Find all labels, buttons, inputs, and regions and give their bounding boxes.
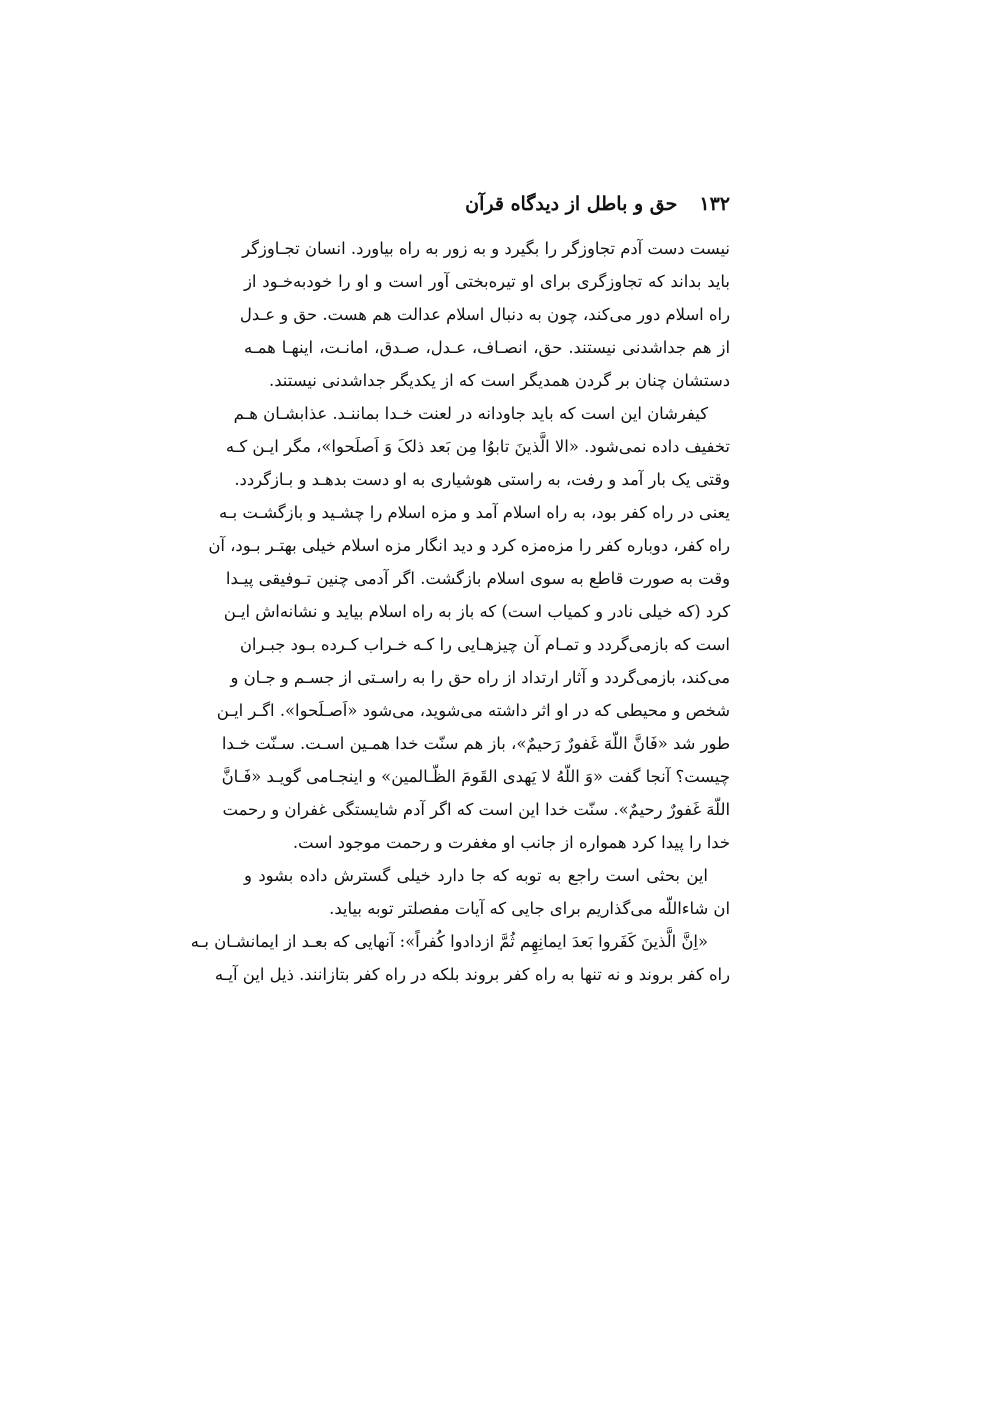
text-line: راه کفر بروند و نه تنها به راه کفر بروند بلکه در راه کفر بتازانند. ذیل این آیـه (214, 965, 730, 984)
text-line: کرد (که خیلی نادر و کمیاب است) که باز به راه اسلام بیاید و نشانه‌اش ایـن (223, 602, 730, 621)
body-text (190, 232, 730, 991)
text-line: طور شد «فَانَّ اللّهَ غَفورٌ رَحیمٌ»، باز هم سنّت خدا همـین اسـت. سـنّت خـدا (221, 734, 730, 753)
text-line: شخص و محیطی که در او اثر داشته می‌شوید، می‌شود «اَصـلَحوا». اگـر ایـن (216, 701, 730, 720)
text-line: وقتی یک بار آمد و رفت، به راستی هوشیاری به او دست بدهـد و بـازگردد. (234, 470, 730, 489)
text-line: باید بداند که تجاوزگری برای او تیره‌بختی آور است و او را خودبه‌خـود از (244, 272, 730, 291)
running-title: حق و باطل از دیدگاه قرآن (465, 193, 678, 215)
running-header (370, 186, 730, 222)
text-line: راه کفر، دوباره کفر را مزه‌مزه کرد و دید انگار مزه اسلام خیلی بهتـر بـود، آن (208, 536, 730, 555)
text-line: است که بازمی‌گردد و تمـام آن چیزهـایی را کـه خـراب کـرده بـود جبـران (239, 635, 730, 654)
text-line: «اِنَّ الَّذینَ کَفَروا بَعدَ ایمانِهِم ثُمَّ ازدادوا کُفراً»: آنهایی که بعـد از ایمانشـان بـه (190, 932, 708, 951)
text-line: راه اسلام دور می‌کند، چون به دنبال اسلام عدالت هم هست. حق و عـدل (239, 305, 730, 324)
text-line: می‌کند، بازمی‌گردد و آثار ارتداد از راه حق را به راسـتی از جسـم و جـان و (230, 668, 730, 687)
text-line: چیست؟ آنجا گفت «وَ اللّهُ لا یَهدی القَومَ الظّـالمین» و اینجـامی گویـد «فَـانَّ (221, 767, 730, 786)
text-line: این بحثی است راجع به توبه که جا دارد خیلی گسترش داده بشود و (244, 866, 708, 885)
text-line: وقت به صورت قاطع به سوی اسلام بازگشت. اگر آدمی چنین تـوفیقی پیـدا (225, 569, 730, 588)
text-line: کیفرشان این است که باید جاودانه در لعنت خـدا بماننـد. عذابشـان هـم (233, 404, 708, 423)
text-line: خدا را پیدا کرد همواره از جانب او مغفرت و رحمت موجود است. (292, 833, 730, 852)
text-line: یعنی در راه کفر بود، به راه اسلام آمد و مزه اسلام را چشـید و بازگشـت بـه (219, 503, 730, 522)
text-line: اللّهَ غَفورٌ رحیمٌ». سنّت خدا این است که اگر آدم شایستگی غفران و رحمت (222, 800, 730, 819)
text-line: از هم جداشدنی نیستند. حق، انصـاف، عـدل، صـدق، امانـت، اینهـا همـه (244, 338, 730, 357)
text-line: تخفیف داده نمی‌شود. «الا الَّذینَ تابوُا مِن بَعد ذلکَ وَ اَصلَحوا»، مگر ایـن کـه (225, 437, 730, 456)
text-line: ان شاءاللّه می‌گذاریم برای جایی که آیات مفصلتر توبه بیاید. (329, 899, 730, 918)
page-number: ۱۳۲ (699, 193, 730, 215)
text-line: نیست دست آدم تجاوزگر را بگیرد و به زور به راه بیاورد. انسان تجـاوزگر (242, 239, 730, 258)
text-line: دستشان چنان بر گردن همدیگر است که از یکدیگر جداشدنی نیستند. (268, 371, 730, 390)
